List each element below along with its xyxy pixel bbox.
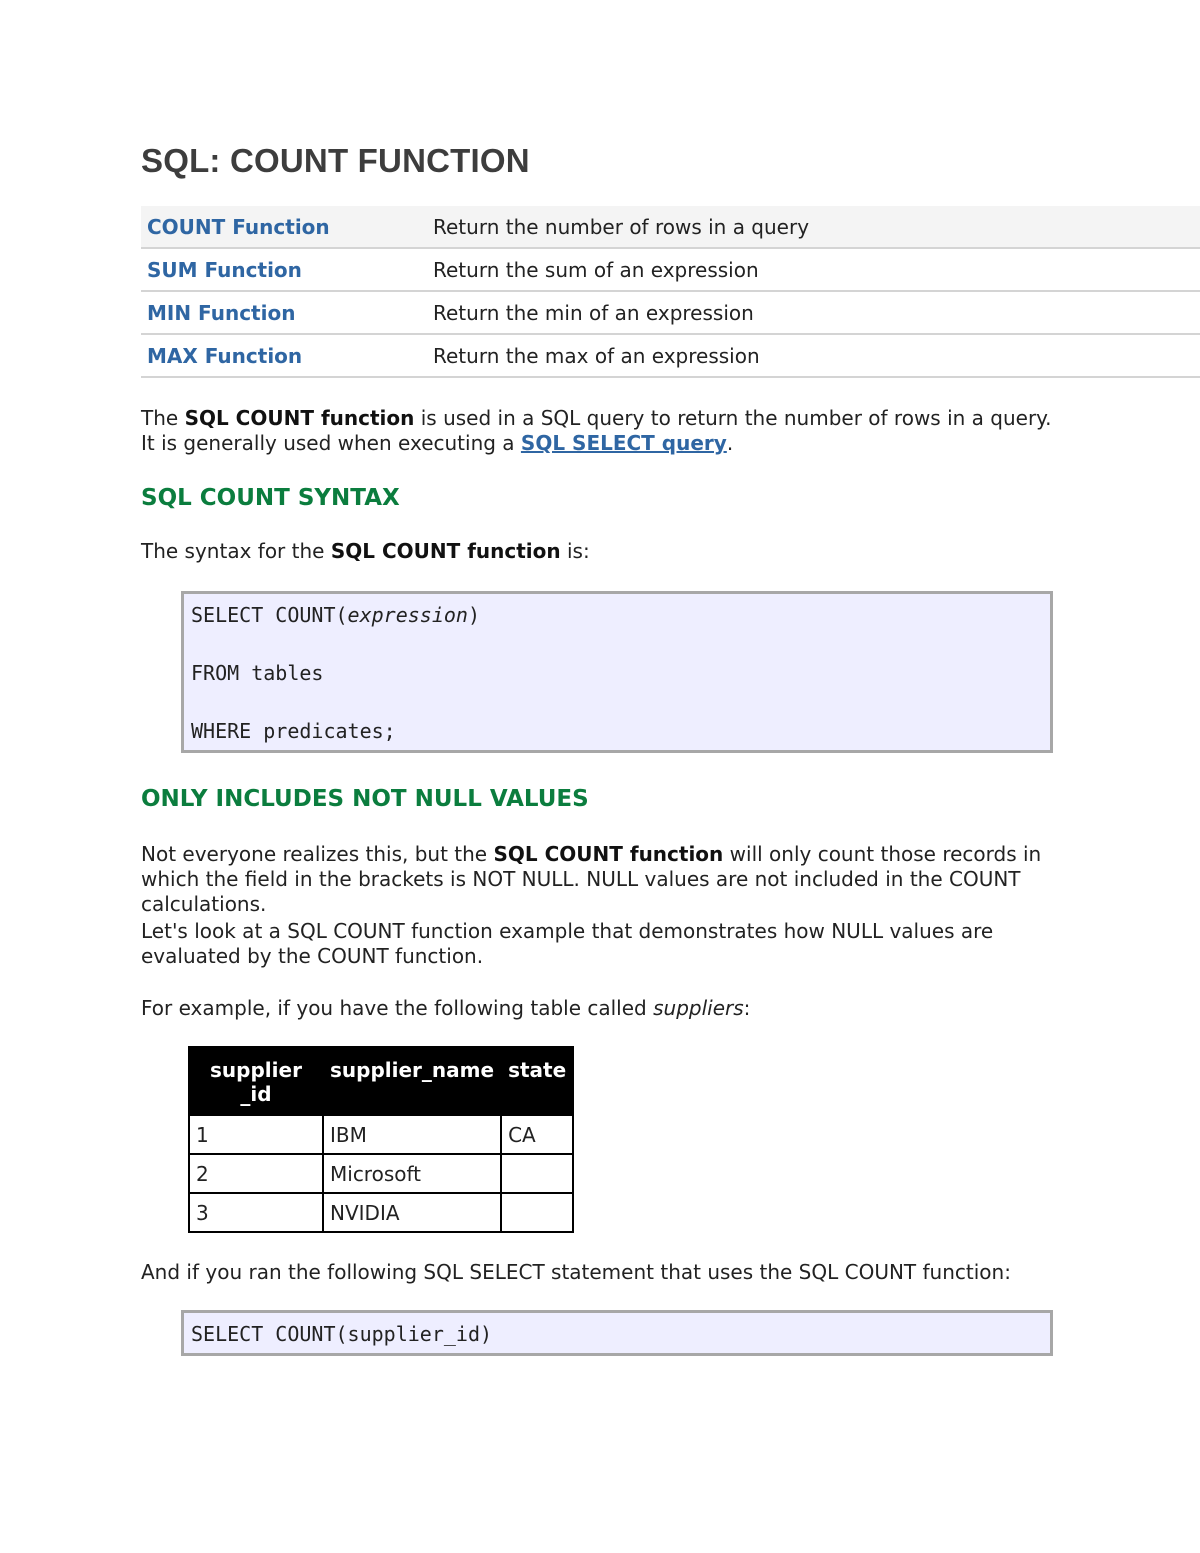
syntax-text: The syntax for the — [141, 539, 331, 563]
function-link[interactable]: SUM Function — [141, 248, 427, 291]
table-cell: 3 — [189, 1193, 323, 1232]
function-link[interactable]: MAX Function — [141, 334, 427, 377]
function-link[interactable]: MIN Function — [141, 291, 427, 334]
syntax-code-block — [181, 591, 1053, 753]
table-row — [189, 1115, 573, 1154]
paragraph-text: For example, if you have the following table called — [141, 996, 654, 1020]
table-cell: 1 — [189, 1115, 323, 1154]
syntax-bold: SQL COUNT function — [330, 539, 561, 563]
not-null-heading: ONLY INCLUDES NOT NULL VALUES — [141, 786, 589, 812]
table-intro-paragraph — [141, 996, 1071, 1021]
table-cell: NVIDIA — [323, 1193, 501, 1232]
not-null-paragraph — [141, 842, 1071, 917]
table-cell: Microsoft — [323, 1154, 501, 1193]
function-row — [141, 248, 1200, 291]
table-cell — [501, 1154, 573, 1193]
paragraph-italic: suppliers — [653, 996, 744, 1020]
function-row — [141, 291, 1200, 334]
page-title: SQL: COUNT FUNCTION — [141, 142, 530, 179]
table-cell: IBM — [323, 1115, 501, 1154]
intro-bold: SQL COUNT function — [184, 406, 415, 430]
function-row — [141, 206, 1200, 248]
intro-paragraph — [141, 406, 1071, 456]
column-header-label: supplier_id — [210, 1058, 302, 1106]
intro-text: The — [141, 406, 185, 430]
followup-paragraph: And if you ran the following SQL SELECT statement that uses the SQL COUNT function: — [141, 1260, 1011, 1284]
function-description: Return the number of rows in a query — [427, 206, 1200, 248]
example-intro-paragraph: Let's look at a SQL COUNT function example that demonstrates how NULL values are evaluated by the COUNT function. — [141, 919, 994, 968]
paragraph-text: will only count those records in which the field in the brackets is NOT NULL. NULL values are not included in the COUNT calculations. — [141, 842, 1042, 916]
paragraph-text: : — [743, 996, 751, 1020]
sql-select-link[interactable]: SQL SELECT query — [520, 431, 727, 455]
function-row — [141, 334, 1200, 377]
code-line: FROM tables — [191, 661, 324, 685]
column-header — [189, 1047, 323, 1115]
code-text: SELECT COUNT( — [191, 603, 348, 627]
column-header: supplier_name — [323, 1047, 501, 1115]
table-row — [189, 1193, 573, 1232]
intro-text: . — [726, 431, 734, 455]
count-example-code-block — [181, 1310, 1053, 1356]
syntax-text: is: — [560, 539, 590, 563]
function-description: Return the min of an expression — [427, 291, 1200, 334]
function-description: Return the sum of an expression — [427, 248, 1200, 291]
table-row — [189, 1154, 573, 1193]
code-line: WHERE predicates; — [191, 719, 396, 743]
table-cell: 2 — [189, 1154, 323, 1193]
table-cell — [501, 1193, 573, 1232]
column-header: state — [501, 1047, 573, 1115]
code-placeholder: expression — [347, 603, 468, 627]
table-cell: CA — [501, 1115, 573, 1154]
syntax-heading: SQL COUNT SYNTAX — [141, 485, 400, 511]
function-nav-table — [141, 206, 1200, 378]
syntax-paragraph — [141, 539, 1071, 564]
paragraph-text: Not everyone realizes this, but the — [141, 842, 494, 866]
table-header-row — [189, 1047, 573, 1115]
suppliers-table — [188, 1046, 574, 1233]
code-line — [191, 600, 1050, 658]
code-line: SELECT COUNT(supplier_id) — [191, 1322, 493, 1346]
paragraph-bold: SQL COUNT function — [493, 842, 724, 866]
function-link[interactable]: COUNT Function — [141, 206, 427, 248]
function-description: Return the max of an expression — [427, 334, 1200, 377]
intro-text: is used in a SQL query to return the number of rows in a query. It is generally used when executing a — [141, 406, 1052, 455]
code-text: ) — [467, 603, 481, 627]
